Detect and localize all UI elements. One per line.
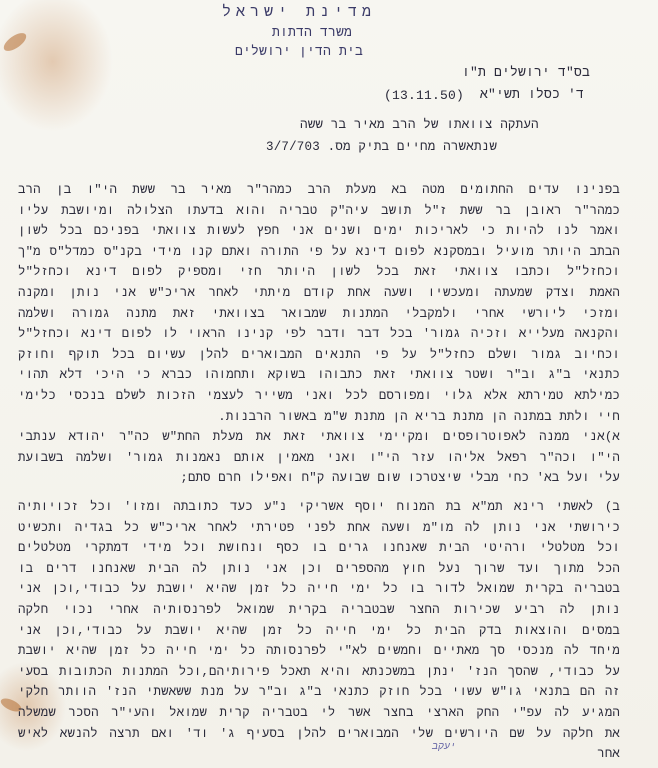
place-date: בס"ד ירושלים ת"ו <box>462 65 591 80</box>
body-line: וכל מטלטלי ורהיטי הבית שאנחנו גרים בו כסף ונחושת וכל מידי דמתקרי מטלטלים <box>18 541 620 556</box>
body-line: כירושתי אני נותן לה מו"מ ושעה אחת לפני פטירתי לאחר אריכ"ש כל בגדיה ותכשיט <box>18 520 620 535</box>
hebrew-date: ד' כסלו תשי"א <box>480 87 585 102</box>
body-line: ומזכי ליורשי אחרי ולמקבלי המתנות שמבואר בצוואתי זאת מתנה גמורה ושלמה <box>18 306 620 321</box>
body-line: אחר <box>597 747 620 762</box>
body-line: מיחד לה מנכסי סך מאתיים וחמשים לא"י לפרנסותה כל ימי חייה כל זמן שהיא יושבת <box>18 644 620 659</box>
body-line: במסים והוצאות בדק הבית כל ימי חייה כל זמן שהיא יושבת על כבודי,וכן אני <box>18 623 620 638</box>
body-line: ואמר לנו להיות כי לאריכות ימים ושנים אני חפץ לעשות צוואתי בפניכם בכל לשון <box>18 224 620 239</box>
body-line: א)אני ממנה לאפוטרופסים ומקיימי צוואתי זאת את מעלת החת"ש כה"ר יהודא ענתבי <box>18 430 620 445</box>
body-line: כמהר"ר ראובן בר ששת ז"ל תושב עיה"ק טבריה והוא בדעתו הצלולה ומיושבת עליו <box>18 203 620 218</box>
body-line: המגיע לה עפ"י החק הארצי בחצר אשר לי בטבריה קרית שמואל והעי"ר הסכר שמשלה <box>18 706 620 720</box>
body-line: זה הם בתנאי גו"ש עשוי בכל חוזק כתנאי ב"ג וב"ר על מנת ששאשתי הנז' הוותר חלקי <box>18 685 620 700</box>
body-line: האמת וצדק שמעתה ומעכשיו ושעה אחת קודם מיתתי לאחר אריכ"ש אני נותן ומקנה <box>18 286 620 300</box>
header-ministry: משרד הדתות <box>272 25 353 40</box>
body-line: כמילתא טמירתא אלא גלוי ומפורסם לכל ואני משייר לעצמי הזכות לשלם בנכסי כלימי <box>18 389 620 403</box>
body-line: וכחיוב גמור ושלם כחזל"ל על פי התנאים המבוארים להלן עשיום בכל תוקף וחוזק <box>18 347 620 362</box>
body-line: את חלקה על שם היורשים שלי המבוארים להלן בסעיף ג' וד' ואם תרצה להנשא לאיש <box>18 726 620 741</box>
body-line: הבתב היותר מועיל ובמסקנא לפום דינא על פי התורה ואתם קנו מידי בקנ"ס כמדל"ס מ"ך <box>18 244 620 259</box>
body-line: חיי ולתת במתנה הן מתנת בריא הן מתנת ש"מ באשור הרבנות. <box>218 409 620 424</box>
body-line: על כבודי, שהסך הנז' ינתן במשכנתא והיא תאכל פירותיהם,וכל המתנות הכתובות בסעי <box>18 664 620 679</box>
body-line: הכל מתוך ועד שרוך נעל חוץ מהספרים וכן אני נותן לה הבית שאנחנו דרים בו <box>18 561 620 576</box>
body-line: והקנאה מעלייא וזכיה גמור' בכל דבר ודבר לפי קנינו הראוי לו לפום דינא וכחזל"ל <box>18 327 620 342</box>
body-line: כתנאי ב"ג וב"ר ושטר צוואתי זאת כתבוהו בשוקא ותחמוהו כברא כי היכי דלא תהוי <box>18 368 620 383</box>
rust-stain-top <box>1 30 29 55</box>
body-line: הי"ו וכה"ר רפאל אליהו עזר הי"ו ואני מאמין אותם נאמנות גמור' ושלמה בשבועת <box>18 450 620 465</box>
body-line: בפנינו עדים החתומים מטה בא מעלת הרב כמהר"ר מאיר בר ששת הי"ו בן הרב <box>18 183 620 197</box>
header-court: בית הדין ירושלים <box>235 44 364 59</box>
body-line: עלי ועל בא' כחי מבלי שיצטרכו שום שבועה ק"ח ואפילו חרם סתם; <box>180 471 620 486</box>
header-state: מדינת ישראל <box>222 4 377 21</box>
subject-line-2: שנתאשרה מחיים בתיק מס. 3/7/703 <box>266 140 498 154</box>
handwritten-signature: יעקב <box>432 742 457 753</box>
body-line: ב) לאשתי רינא תמ"א בת המנוח יוסף אשריקי נ"ע כעד כתובתה ומזו' וכל זכויותיה <box>18 500 620 514</box>
body-line: נותן לה רביע שכירות החצר שבטבריה בקרית שמואל לפרנסותיה אחרי נכוי חלקה <box>18 603 620 617</box>
body-line: בטבריה בקרית שמואל לדור בו כל ימי חייה כל זמן שהיא יושבת על כבודי,וכן אני <box>18 582 620 597</box>
body-line: וכחזל"ל וכתבו צוואתי זאת בכל לשון היותר חזי ומספיק לפום דינא וכחזל"ל <box>18 265 620 280</box>
subject-line-1: העתקה צוואתו של הרב מאיר בר ששה <box>300 118 539 132</box>
gregorian-date: (13.11.50) <box>384 88 465 103</box>
